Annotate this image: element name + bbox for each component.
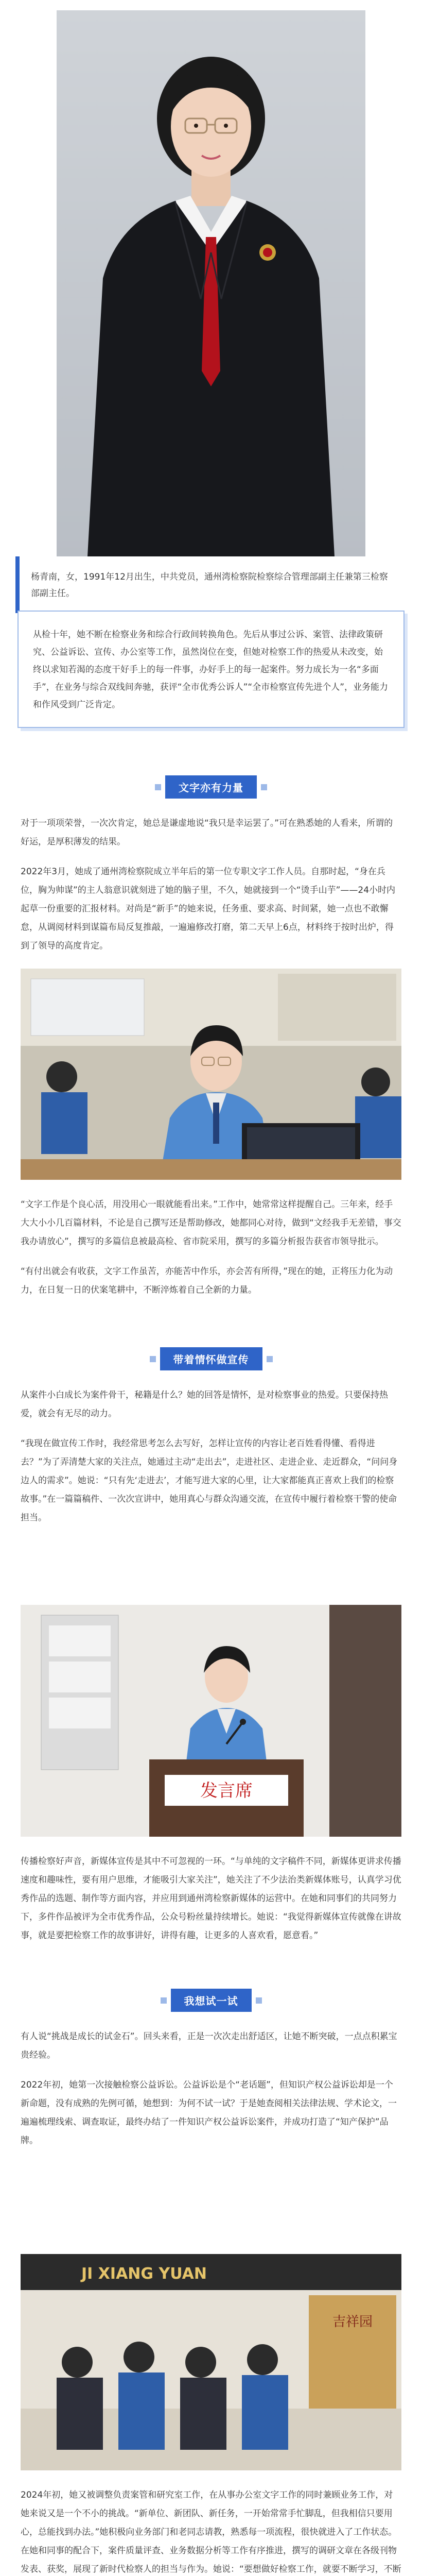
paragraph: 从案件小白成长为案件骨干，秘籍是什么？她的回答是情怀，是对检察事业的热爱。只要保持热爱，就会有无尽的动力。: [21, 1390, 388, 1419]
intro-text: 从检十年，她不断在检察业务和综合行政间转换角色。先后从事过公诉、案管、法律政策研究、公益诉讼、宣传、办公室等工作，虽然岗位在变，但她对检察工作的热爱从未改变，始终以求知若渴的态度干好手上的每一件事，办好手上的每一起案件。努力成长为一名“多面手”，在业务与综合双线间奔驰，获评“全市优秀公诉人”“全市检察宣传先进个人”，业务能力和作风受到广泛肯定。: [33, 630, 389, 710]
intro-card: [17, 611, 405, 728]
section-1-text-cont: [21, 1195, 401, 1311]
bio-card: [15, 556, 407, 613]
paragraph: 2022年初，她第一次接触检察公益诉讼。公益诉讼是个“老话题”，但知识产权公益诉讼却是一个新命题，没有成熟的先例可循，她想到：为何不试一试？于是她查阅相关法律法规、学术论文，一遍遍梳理线索、调查取证，最终办结了一件知识产权公益诉讼案件，并成功打造了“知产保护”品牌。: [21, 2080, 397, 2146]
section-1-text: [21, 814, 401, 967]
portrait-photo: [57, 10, 365, 556]
section-2-text-cont: [21, 1852, 401, 1956]
paragraph: “我现在做宣传工作时，我经常思考怎么去写好，怎样让宣传的内容让老百姓看得懂、看得进去？”为了弄清楚大家的关注点，她通过主动“走出去”，走进社区、走进企业、走近群众，“问问身边人的需求”。她说：“只有先‘走进去’，才能写进大家的心里，让大家都能真正喜欢上我们的检察故事。”在一篇篇稿件、一次次宣讲中，她用真心与群众沟通交流，在宣传中履行着检察干警的使命担当。: [21, 1438, 398, 1523]
paragraph: 有人说“挑战是成长的试金石”。回头来看，正是一次次走出舒适区，让她不断突破，一点点积累宝贵经验。: [21, 2031, 397, 2060]
section-title-2-label: 带着情怀做宣传: [160, 1347, 262, 1370]
section-title-1: [0, 775, 422, 799]
paragraph: 对于一项项荣誉，一次次肯定，她总是谦虚地说“我只是幸运罢了。”可在熟悉她的人看来，所谓的好运，是厚积薄发的结果。: [21, 818, 393, 847]
paragraph: 传播检察好声音，新媒体宣传是其中不可忽视的一环。“与单纯的文字稿件不同，新媒体更讲求传播速度和趣味性，要有用户思维，才能吸引大家关注”，她关注了不少法治类新媒体账号，认真学习优秀作品的选题、制作等方面内容，并应用到通州湾检察新媒体的运营中。在她和同事们的共同努力下，多件作品被评为全市优秀作品，公众号粉丝量持续增长。她说：“我觉得新媒体宣传就像在讲故事，就是要把检察工作的故事讲好，讲得有趣，让更多的人喜欢看，愿意看。”: [21, 1856, 401, 1941]
shop-banner: JI XIANG YUAN: [81, 2265, 207, 2283]
paragraph: “文字工作是个良心活，用没用心一眼就能看出来。”工作中，她常常这样提醒自己。三年来，经手大大小小几百篇材料，不论是自己撰写还是帮助修改，她都同心对待，做到“文经我手无差错，事交我办请放心”，撰写的多篇信息被最高检、省市院采用，撰写的多篇分析报告获省市领导批示。: [21, 1199, 401, 1247]
bio-text: 杨青南，女，1991年12月出生，中共党员，通州湾检察院检察综合管理部副主任兼第三检察部副主任。: [31, 572, 388, 599]
podium-sign: 发言席: [200, 1781, 253, 1801]
section-title-2: [0, 1347, 422, 1370]
section-3-text-cont: [21, 2486, 401, 2576]
paragraph: 2024年初，她又被调整负责案管和研究室工作，在从事办公室文字工作的同时兼顾业务工作，对她来说又是一个不小的挑战。“新单位、新团队、新任务，一开始常常手忙脚乱，但我相信只要用心，总能找到办法。”她积极向业务部门和老同志请教，熟悉每一项流程，很快就进入了工作状态。在她和同事的配合下，案件质量评查、业务数据分析等工作有序推进，撰写的调研文章在各级刊物发表、获奖，展现了新时代检察人的担当与作为。她说：“要想做好检察工作，就要不断学习，不断: [21, 2490, 401, 2574]
paragraph: “有付出就会有收获，文字工作虽苦，亦能苦中作乐，亦会苦有所得，”现在的她，正将压力化为动力，在日复一日的伏案笔耕中，不断淬炼着自己全新的力量。: [21, 1266, 393, 1295]
section-title-1-label: 文字亦有力量: [165, 775, 257, 799]
office-photo: [21, 969, 401, 1180]
section-title-3: [0, 1989, 422, 2012]
section-title-3-label: 我想试一试: [171, 1989, 252, 2012]
bio-accent-bar: [15, 556, 20, 613]
paragraph: 2022年3月，她成了通州湾检察院成立半年后的第一位专职文字工作人员。自那时起，“身在兵位，胸为帅谋”的主人翁意识就刻进了她的脑子里，不久，她就接到一个“烫手山芋”——24小时内起草一份重要的汇报材料。对尚是“新手”的她来说，任务重、要求高、时间紧，她一点也不敢懈怠，从调阅材料到谋篇布局反复推敲，一遍遍修改打磨，第二天早上6点，材料终于按时出炉，得到了领导的高度肯定。: [21, 867, 396, 951]
shop-sign: 吉祥园: [332, 2314, 373, 2330]
section-2-text: [21, 1386, 401, 1538]
shop-visit-photo: [21, 2254, 401, 2470]
podium-photo: [21, 1605, 401, 1837]
section-3-text: [21, 2027, 401, 2161]
